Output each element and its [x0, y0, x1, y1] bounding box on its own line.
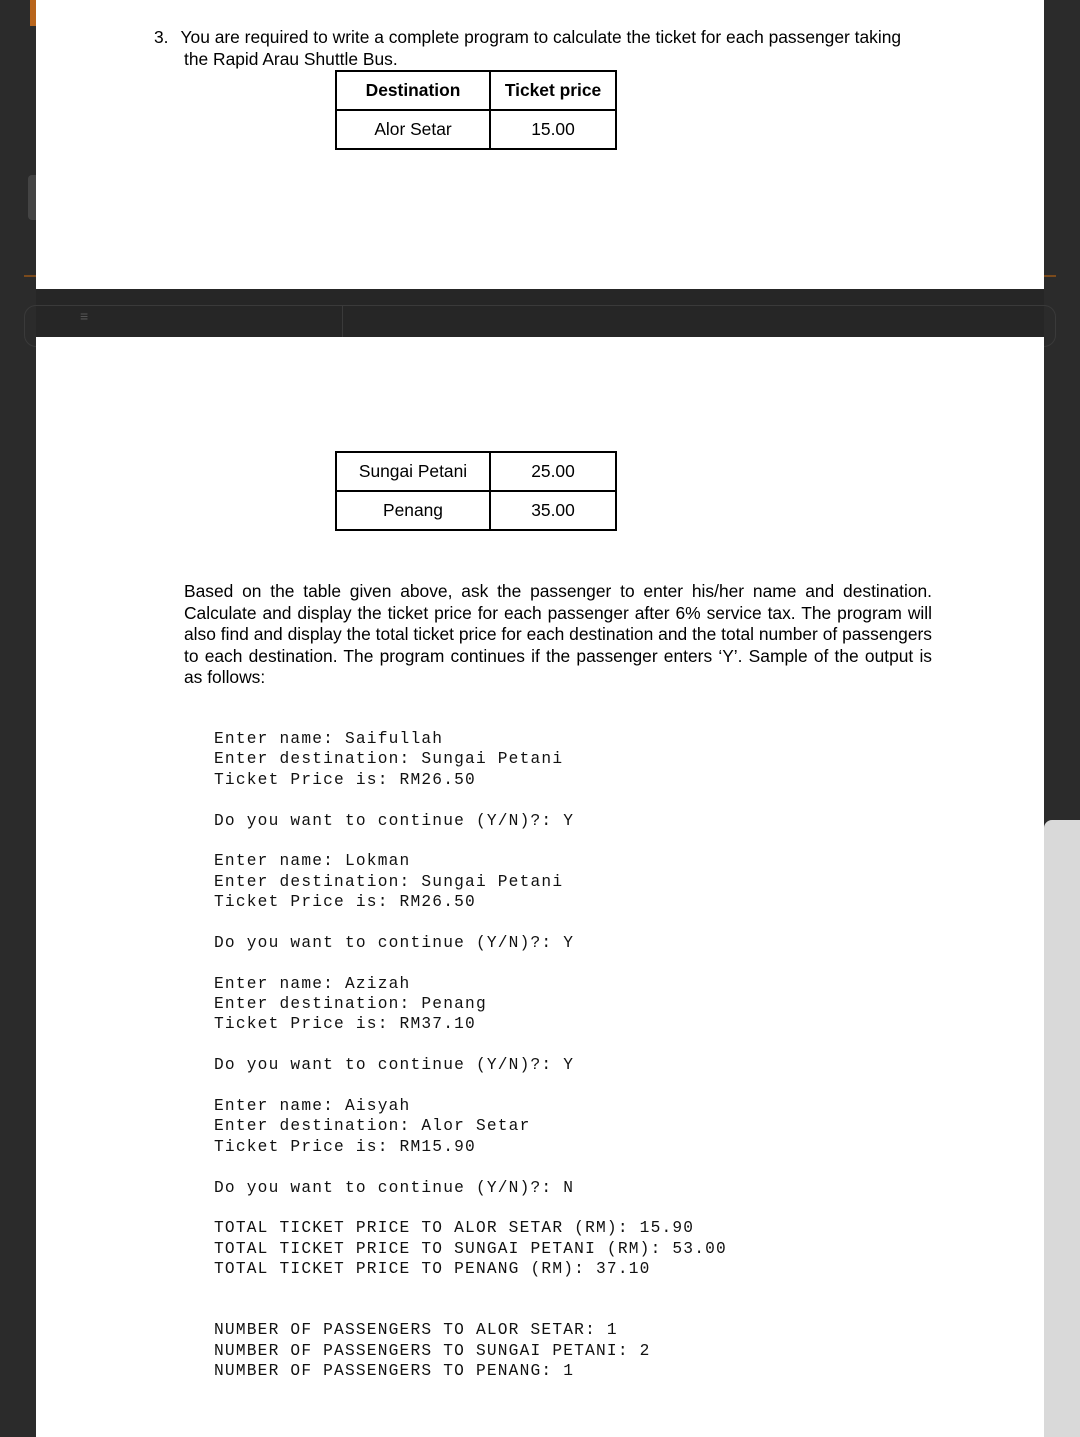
destination-cell: Penang	[336, 491, 490, 530]
output-line: Enter destination: Alor Setar	[214, 1117, 531, 1136]
count-line: NUMBER OF PASSENGERS TO SUNGAI PETANI: 2	[214, 1341, 651, 1360]
viewer-background-glyph	[26, 72, 36, 112]
output-line: Do you want to continue (Y/N)?: Y	[214, 811, 575, 830]
output-line: Do you want to continue (Y/N)?: Y	[214, 1056, 575, 1075]
output-line: Do you want to continue (Y/N)?: N	[214, 1178, 575, 1197]
output-line: Enter name: Azizah	[214, 974, 411, 993]
sample-output	[214, 729, 727, 1382]
price-cell: 35.00	[490, 491, 616, 530]
question-number: 3.	[154, 27, 169, 47]
output-line: Enter destination: Sungai Petani	[214, 750, 564, 769]
header-destination: Destination	[336, 71, 490, 110]
count-line: NUMBER OF PASSENGERS TO PENANG: 1	[214, 1362, 575, 1381]
price-cell: 15.00	[490, 110, 616, 149]
question-text	[154, 26, 954, 70]
output-line: Ticket Price is: RM26.50	[214, 770, 476, 789]
count-line: NUMBER OF PASSENGERS TO ALOR SETAR: 1	[214, 1321, 618, 1340]
table-row	[336, 491, 616, 530]
destination-cell: Alor Setar	[336, 110, 490, 149]
scrollbar[interactable]	[1044, 820, 1080, 1437]
instructions-paragraph: Based on the table given above, ask the passenger to enter his/her name and destination. Calculate and display the ticket price for each passenger after 6% service tax. The program will also find and display the total ticket price for each destination and the total number of passengers to each destination. The program continues if the passenger enters ‘Y’. Sample of the output is as follows:	[184, 581, 932, 688]
output-line: Enter name: Aisyah	[214, 1097, 411, 1116]
price-cell: 25.00	[490, 452, 616, 491]
viewer-card-divider	[342, 305, 343, 337]
viewer-side-tab	[28, 175, 36, 220]
output-line: Do you want to continue (Y/N)?: Y	[214, 933, 575, 952]
table-header-row	[336, 71, 616, 110]
document-page-2	[36, 337, 1044, 1437]
price-table-part-2	[335, 451, 617, 531]
table-row	[336, 110, 616, 149]
price-table-part-1	[335, 70, 617, 150]
total-line: TOTAL TICKET PRICE TO PENANG (RM): 37.10	[214, 1260, 651, 1279]
output-line: Enter destination: Penang	[214, 995, 487, 1014]
output-line: Enter destination: Sungai Petani	[214, 872, 564, 891]
total-line: TOTAL TICKET PRICE TO ALOR SETAR (RM): 15.90	[214, 1219, 695, 1238]
output-line: Ticket Price is: RM37.10	[214, 1015, 476, 1034]
document-page-1	[36, 0, 1044, 289]
output-line: Ticket Price is: RM15.90	[214, 1137, 476, 1156]
table-row	[336, 452, 616, 491]
output-line: Enter name: Lokman	[214, 852, 411, 871]
output-line: Enter name: Saifullah	[214, 730, 444, 748]
output-line: Ticket Price is: RM26.50	[214, 893, 476, 912]
header-ticket-price: Ticket price	[490, 71, 616, 110]
menu-icon[interactable]: ≡	[80, 308, 88, 324]
total-line: TOTAL TICKET PRICE TO SUNGAI PETANI (RM): 53.00	[214, 1239, 727, 1258]
question-line-2: the Rapid Arau Shuttle Bus.	[184, 49, 398, 69]
viewer-toolbar-strip	[36, 289, 1044, 337]
question-line-1: You are required to write a complete program to calculate the ticket for each passenger taking	[180, 27, 902, 47]
destination-cell: Sungai Petani	[336, 452, 490, 491]
